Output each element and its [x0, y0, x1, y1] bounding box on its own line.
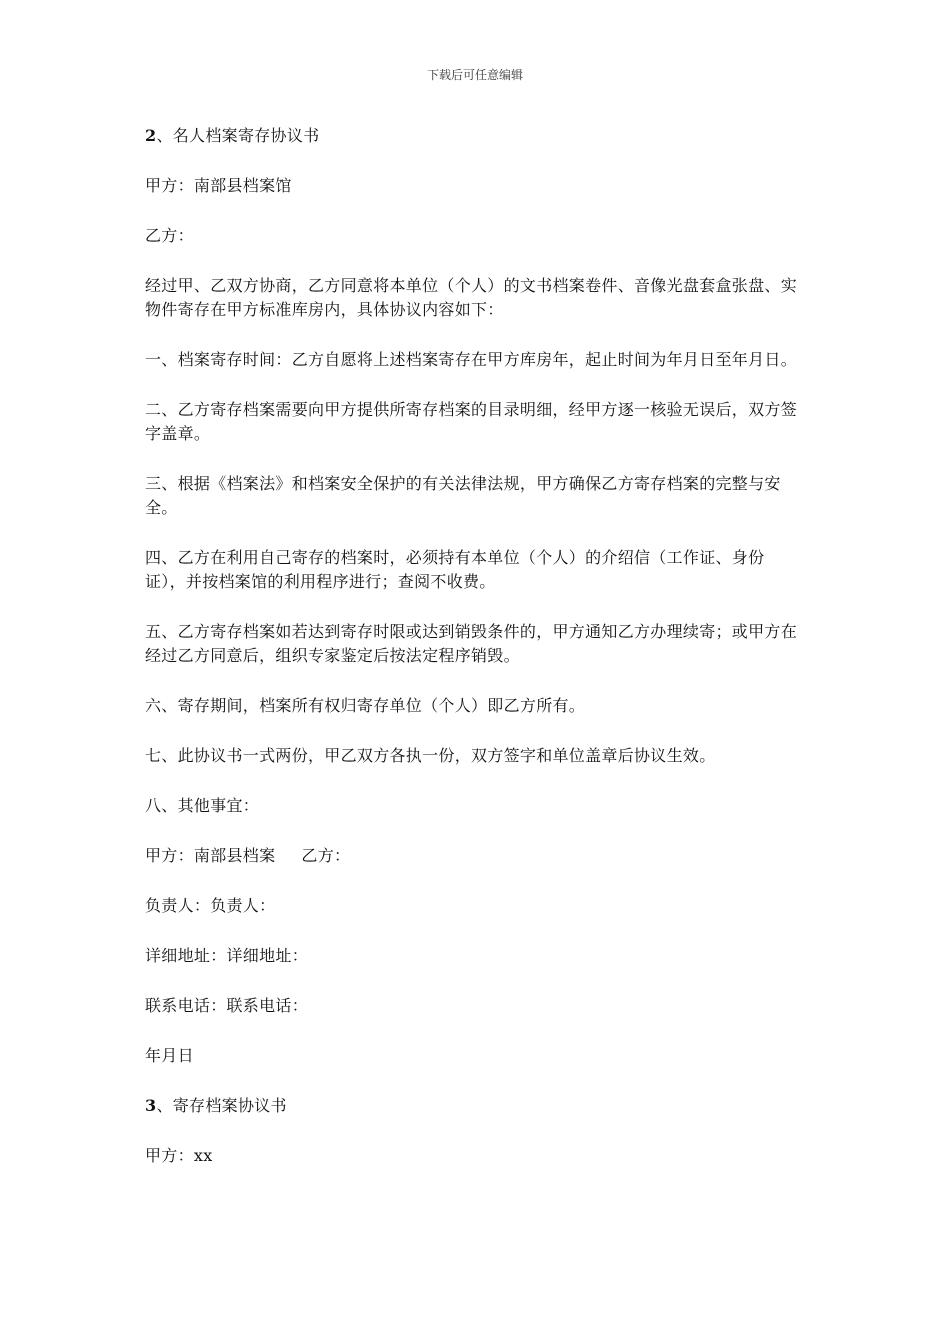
- clause-4: 四、乙方在利用自己寄存的档案时，必须持有本单位（个人）的介绍信（工作证、身份证），并按档案馆的利用程序进行；查阅不收费。: [145, 548, 765, 591]
- clause-7: 七、此协议书一式两份，甲乙双方各执一份，双方签字和单位盖章后协议生效。: [145, 746, 716, 765]
- clause-1: 一、档案寄存时间：乙方自愿将上述档案寄存在甲方库房年，起止时间为年月日至年月日。: [145, 350, 798, 369]
- intro-paragraph: 经过甲、乙双方协商，乙方同意将本单位（个人）的文书档案卷件、音像光盘套盒张盘、实物件寄存在甲方标准库房内，具体协议内容如下：: [145, 276, 798, 319]
- section-3-title-text: 、寄存档案协议书: [156, 1096, 287, 1115]
- document-body: [145, 124, 805, 1194]
- clause-8: 八、其他事宜：: [145, 796, 260, 815]
- section-2-number: 2: [145, 126, 157, 145]
- section-3-title: [145, 1094, 805, 1118]
- party-b-line: 乙方：: [145, 226, 194, 245]
- clause-6: 六、寄存期间，档案所有权归寄存单位（个人）即乙方所有。: [145, 696, 586, 715]
- sign-party-a: 甲方：南部县档案: [145, 846, 276, 865]
- party-a-line: 甲方：南部县档案馆: [145, 176, 292, 195]
- page-header-note: 下载后可任意编辑: [426, 68, 523, 82]
- section-3-party-a-line: 甲方：xx: [145, 1146, 213, 1165]
- responsible-line: 负责人：负责人：: [145, 896, 276, 915]
- signature-parties-line: [145, 844, 805, 868]
- clause-3: 三、根据《档案法》和档案安全保护的有关法律法规，甲方确保乙方寄存档案的完整与安全。: [145, 474, 781, 517]
- section-3-number: 3: [145, 1096, 157, 1115]
- sign-party-b: 乙方：: [301, 846, 351, 865]
- address-line: 详细地址：详细地址：: [145, 946, 309, 965]
- section-2-title: [145, 124, 805, 148]
- clause-2: 二、乙方寄存档案需要向甲方提供所寄存档案的目录明细，经甲方逐一核验无误后，双方签字盖章。: [145, 400, 798, 443]
- section-2-title-text: 、名人档案寄存协议书: [156, 126, 320, 145]
- phone-line: 联系电话：联系电话：: [145, 996, 309, 1015]
- clause-5: 五、乙方寄存档案如若达到寄存时限或达到销毁条件的，甲方通知乙方办理续寄；或甲方在经过乙方同意后，组织专家鉴定后按法定程序销毁。: [145, 622, 798, 665]
- date-line: 年月日: [145, 1046, 194, 1065]
